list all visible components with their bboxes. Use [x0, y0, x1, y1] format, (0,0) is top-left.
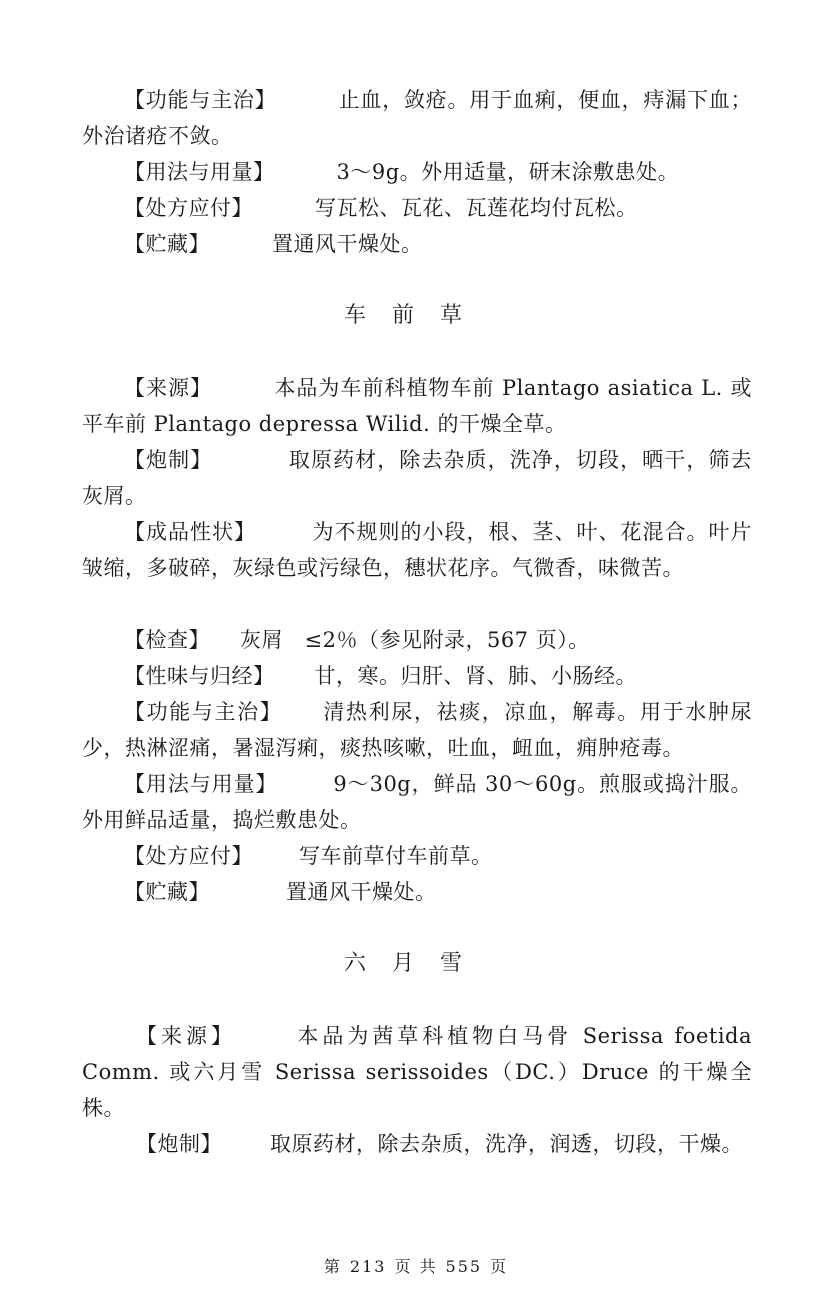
paragraph-nature [82, 658, 752, 694]
section-tag: 【来源】 [124, 376, 212, 400]
section-tag: 【来源】 [136, 1024, 236, 1048]
section-tag: 【贮藏】 [124, 232, 210, 256]
footer-mid: 页 共 [394, 1257, 438, 1276]
section-tag: 【功能与主治】 [124, 88, 277, 112]
section-tag: 【成品性状】 [124, 520, 256, 544]
section-tag: 【性味与归经】 [124, 664, 275, 688]
paragraph-source [82, 370, 752, 442]
paragraph-text: 写车前草付车前草。 [299, 844, 493, 868]
paragraph-text: 9～30g，鲜品 30～60g。煎服或捣汁服。外用鲜品适量，捣烂敷患处。 [82, 772, 752, 832]
paragraph-storage [82, 874, 752, 910]
paragraph-text: 甘，寒。归肝、肾、肺、小肠经。 [314, 664, 637, 688]
section-tag: 【用法与用量】 [124, 160, 275, 184]
paragraph-function [82, 82, 752, 154]
section-tag: 【用法与用量】 [124, 772, 278, 796]
paragraph-text: 本品为车前科植物车前 Plantago asiatica L. 或平车前 Plantago depressa Wilid. 的干燥全草。 [82, 376, 752, 436]
section-tag: 【检查】 [124, 628, 210, 652]
paragraph-usage [82, 154, 752, 190]
footer-suffix: 页 [490, 1257, 509, 1276]
paragraph-text: 取原药材，除去杂质，洗净，润透，切段，干燥。 [270, 1132, 743, 1156]
paragraph-inspection [82, 622, 752, 658]
paragraph-text: 置通风干燥处。 [286, 880, 437, 904]
paragraph-usage [82, 766, 752, 838]
section-tag: 【贮藏】 [124, 880, 210, 904]
section-tag: 【处方应付】 [124, 196, 253, 220]
paragraph-description [82, 514, 752, 586]
section-tag: 【炮制】 [136, 1132, 222, 1156]
section-tag: 【功能与主治】 [124, 700, 283, 724]
paragraph-prescription [82, 190, 752, 226]
paragraph-text: 3～9g。外用适量，研末涂敷患处。 [336, 160, 680, 184]
paragraph-function [82, 694, 752, 766]
paragraph-source [82, 1018, 752, 1126]
paragraph-text: 取原药材，除去杂质，洗净，切段，晒干，筛去灰屑。 [82, 448, 753, 508]
section-title: 六月雪 [343, 951, 488, 976]
paragraph-storage [82, 226, 752, 262]
paragraph-processing [82, 1126, 752, 1162]
footer-prefix: 第 [323, 1257, 342, 1276]
page-footer [0, 1254, 832, 1277]
paragraph-processing [82, 442, 752, 514]
paragraph-text: 为不规则的小段，根、茎、叶、花混合。叶片皱缩，多破碎，灰绿色或污绿色，穗状花序。气微香，味微苦。 [82, 520, 752, 580]
paragraph-text: 置通风干燥处。 [272, 232, 423, 256]
paragraph-text: 写瓦松、瓦花、瓦莲花均付瓦松。 [315, 196, 638, 220]
footer-page-number: 213 [349, 1257, 387, 1276]
paragraph-text: 灰屑 ≤2％（参见附录，567 页）。 [240, 628, 590, 652]
section-title: 车前草 [343, 303, 488, 328]
footer-total-pages: 555 [445, 1257, 483, 1276]
paragraph-text: 本品为茜草科植物白马骨 Serissa foetida Comm. 或六月雪 Serissa serissoides（DC.）Druce 的干燥全株。 [82, 1024, 752, 1120]
section-tag: 【炮制】 [124, 448, 213, 472]
paragraph-text: 止血，敛疮。用于血痢，便血，痔漏下血；外治诸疮不敛。 [82, 88, 753, 148]
section-tag: 【处方应付】 [124, 844, 253, 868]
paragraph-prescription [82, 838, 752, 874]
paragraph-text: 清热利尿，祛痰，凉血，解毒。用于水肿尿少，热淋涩痛，暑湿泻痢，痰热咳嗽，吐血，衄血，痈肿疮毒。 [82, 700, 753, 760]
